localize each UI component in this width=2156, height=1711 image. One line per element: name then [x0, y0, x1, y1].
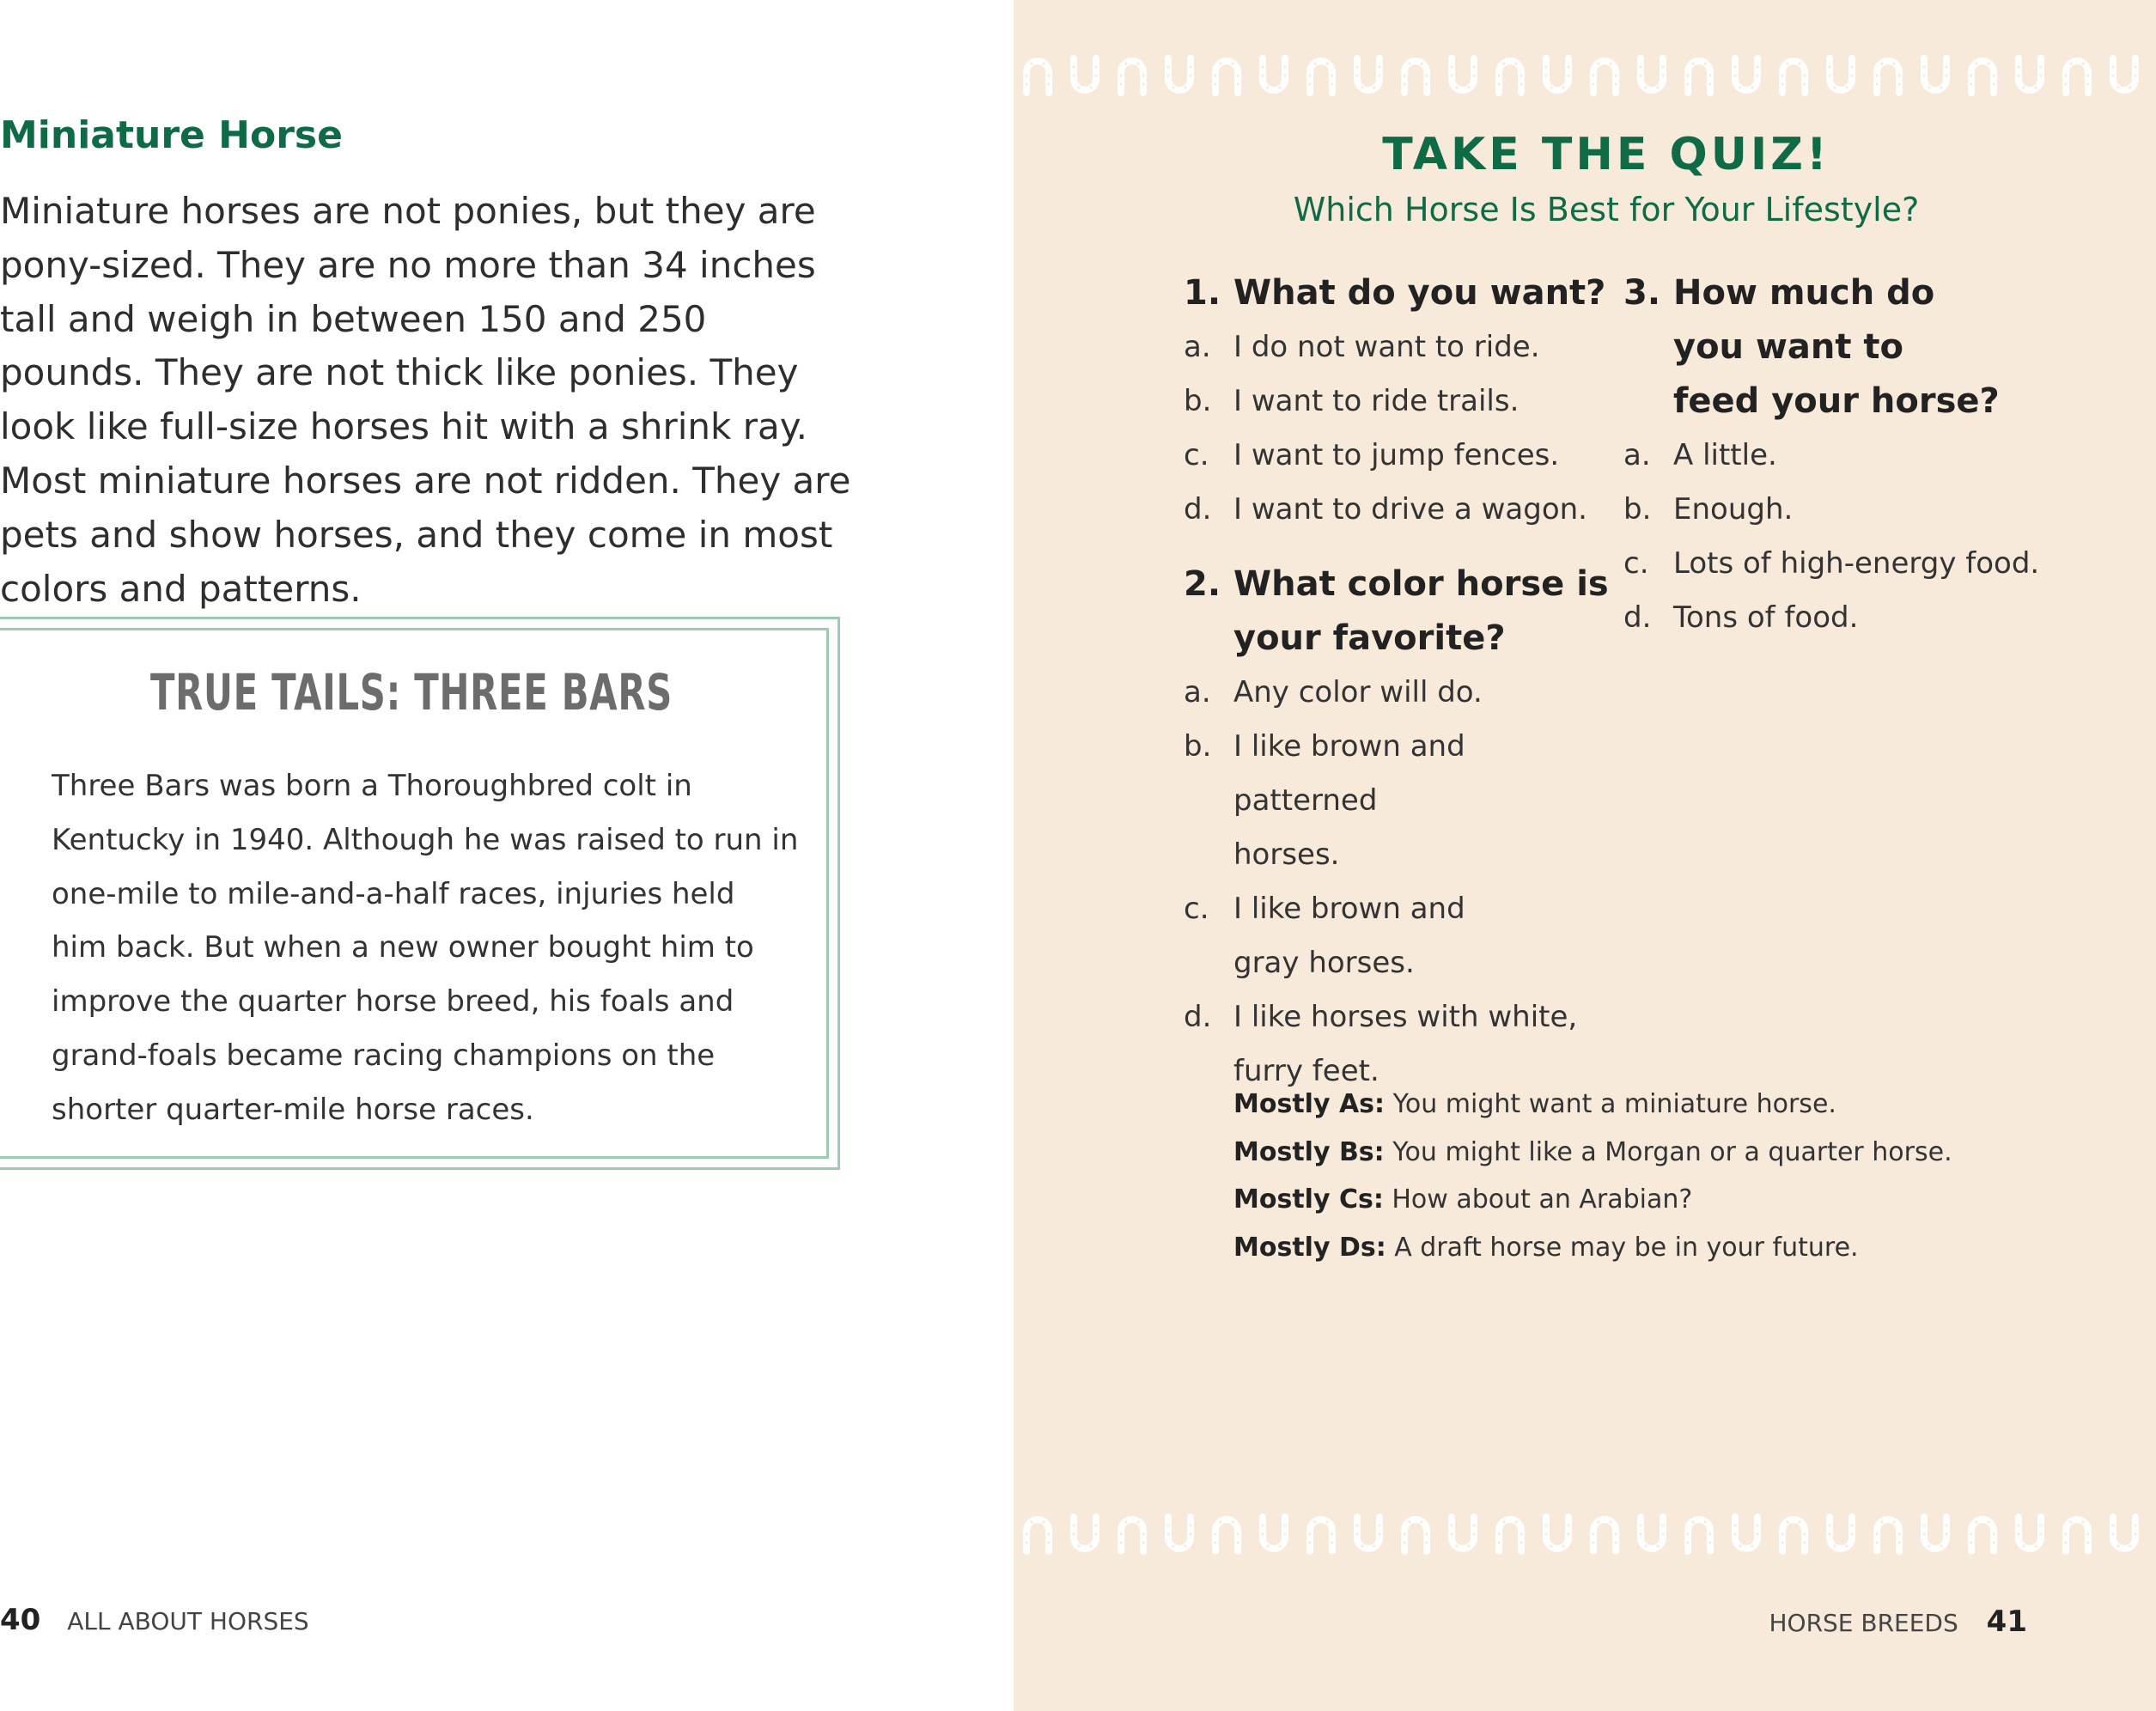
option-text: Lots of high-energy food. [1673, 546, 2040, 581]
horseshoe-border-top [1020, 55, 2154, 96]
horseshoe-icon [1257, 1513, 1291, 1555]
answer-option [1623, 591, 2104, 645]
option-letter: a. [1184, 330, 1211, 364]
horseshoe-icon [1162, 55, 1197, 96]
result-text: You might like a Morgan or a quarter horse. [1392, 1136, 1952, 1167]
question-number: 2. [1184, 564, 1221, 604]
horseshoe-icon [2013, 55, 2047, 96]
running-title: ALL ABOUT HORSES [67, 1607, 309, 1635]
result-label: Mostly As: [1233, 1089, 1386, 1119]
horseshoe-icon [1729, 55, 1763, 96]
option-text: I want to jump fences. [1233, 438, 1560, 472]
true-tails-sidebar [0, 617, 840, 1170]
horseshoe-icon [2060, 55, 2094, 96]
horseshoe-icon [1020, 55, 1055, 96]
horseshoe-icon [1162, 1513, 1197, 1555]
answer-option [1184, 320, 1630, 374]
option-text: Enough. [1673, 492, 1794, 527]
result-text: You might want a miniature horse. [1392, 1089, 1836, 1119]
option-letter: b. [1623, 492, 1652, 527]
answer-option [1623, 429, 2104, 483]
option-letter: b. [1184, 729, 1212, 764]
option-letter: d. [1623, 600, 1652, 635]
result-line [1233, 1129, 1952, 1177]
horseshoe-icon [2013, 1513, 2047, 1555]
horseshoe-icon [1115, 55, 1149, 96]
horseshoe-icon [1068, 55, 1102, 96]
horseshoe-icon [1351, 1513, 1386, 1555]
horseshoe-icon [2107, 1513, 2141, 1555]
quiz-results [1233, 1081, 1952, 1271]
horseshoe-icon [1635, 1513, 1669, 1555]
sidebar-title: TRUE TAILS: THREE BARS [149, 663, 673, 722]
horseshoe-icon [1587, 1513, 1622, 1555]
question-text: How much do you want to feed your horse? [1673, 273, 2000, 421]
horseshoe-icon [1540, 1513, 1574, 1555]
answer-option [1184, 666, 1630, 720]
question-heading [1623, 266, 2104, 429]
answer-option [1184, 374, 1630, 429]
horseshoe-icon [1115, 1513, 1149, 1555]
quiz-subtitle: Which Horse Is Best for Your Lifestyle? [1293, 191, 1920, 228]
horseshoe-icon [1209, 1513, 1244, 1555]
option-text: Tons of food. [1673, 600, 1859, 635]
horseshoe-icon [1068, 1513, 1102, 1555]
option-text: I want to ride trails. [1233, 384, 1520, 418]
result-line [1233, 1224, 1952, 1272]
question-heading [1184, 557, 1630, 666]
horseshoe-icon [1918, 1513, 1952, 1555]
right-footer [1769, 1604, 2027, 1639]
option-text: I like brown and patterned horses. [1233, 729, 1465, 872]
horseshoe-icon [1257, 55, 1291, 96]
option-letter: b. [1184, 384, 1212, 418]
horseshoe-icon [1635, 55, 1669, 96]
horseshoe-icon [1729, 1513, 1763, 1555]
answer-option [1184, 429, 1630, 483]
result-label: Mostly Cs: [1233, 1184, 1384, 1215]
body-paragraph: Miniature horses are not ponies, but they are pony-sized. They are no more than 34 inches tall and weigh in between 150 and 250 pounds. They are not thick like ponies. They look like full-size horses hit with a shrink ray. Most miniature horses are not ridden. They are pets and show horses, and they come in most colors and patterns. [0, 190, 851, 610]
option-text: I do not want to ride. [1233, 330, 1540, 364]
result-text: A draft horse may be in your future. [1394, 1232, 1859, 1263]
left-page [0, 0, 1014, 1711]
horseshoe-icon [1398, 1513, 1433, 1555]
option-letter: c. [1184, 892, 1209, 926]
horseshoe-icon [1824, 1513, 1858, 1555]
result-text: How about an Arabian? [1392, 1184, 1693, 1215]
answer-option [1623, 483, 2104, 537]
option-text: I like horses with white, furry feet. [1233, 1000, 1578, 1088]
horseshoe-icon [1493, 55, 1527, 96]
horseshoe-icon [2060, 1513, 2094, 1555]
answer-option [1184, 882, 1630, 990]
option-letter: d. [1184, 1000, 1212, 1034]
option-letter: d. [1184, 492, 1212, 527]
section-heading: Miniature Horse [0, 113, 343, 157]
horseshoe-icon [1446, 1513, 1480, 1555]
horseshoe-icon [1209, 55, 1244, 96]
result-line [1233, 1081, 1952, 1129]
horseshoe-border-bottom [1020, 1513, 2154, 1555]
option-letter: c. [1623, 546, 1649, 581]
horseshoe-icon [1918, 55, 1952, 96]
horseshoe-icon [2107, 55, 2141, 96]
horseshoe-icon [1871, 1513, 1905, 1555]
sidebar-body: Three Bars was born a Thoroughbred colt in Kentucky in 1940. Although he was raised to run in one-mile to mile-and-a-half races, injuries held him back. But when a new owner bought him to improve the quarter horse breed, his foals and grand-foals became racing champions on the shorter quarter-mile horse races. [52, 769, 799, 1127]
question-text: What do you want? [1233, 273, 1606, 313]
result-line [1233, 1176, 1952, 1224]
question-number: 1. [1184, 273, 1221, 313]
horseshoe-icon [1587, 55, 1622, 96]
question-number: 3. [1623, 273, 1661, 313]
answer-option [1184, 720, 1630, 882]
left-footer [0, 1603, 309, 1637]
horseshoe-icon [1540, 55, 1574, 96]
sidebar-inner-frame [0, 628, 829, 1159]
question-text: What color horse is your favorite? [1233, 564, 1609, 658]
horseshoe-icon [1304, 55, 1338, 96]
horseshoe-icon [1446, 55, 1480, 96]
running-title: HORSE BREEDS [1769, 1609, 1958, 1637]
answer-option [1184, 483, 1630, 537]
option-letter: a. [1623, 438, 1651, 472]
spacer [1184, 537, 1630, 557]
question-heading [1184, 266, 1630, 320]
page-number: 40 [0, 1603, 41, 1637]
result-label: Mostly Bs: [1233, 1136, 1385, 1167]
horseshoe-icon [1824, 55, 1858, 96]
horseshoe-icon [1776, 1513, 1811, 1555]
quiz-column-left [1184, 266, 1630, 1099]
horseshoe-icon [1351, 55, 1386, 96]
quiz-column-right [1623, 266, 2104, 645]
answer-option [1623, 537, 2104, 591]
option-text: A little. [1673, 438, 1777, 472]
option-text: I want to drive a wagon. [1233, 492, 1587, 527]
horseshoe-icon [1682, 55, 1716, 96]
horseshoe-icon [1682, 1513, 1716, 1555]
quiz-title: TAKE THE QUIZ! [1382, 129, 1830, 180]
horseshoe-icon [1493, 1513, 1527, 1555]
horseshoe-icon [1398, 55, 1433, 96]
horseshoe-icon [1965, 55, 2000, 96]
option-letter: a. [1184, 675, 1211, 709]
option-text: I like brown and gray horses. [1233, 892, 1465, 980]
page-number: 41 [1986, 1604, 2027, 1639]
option-letter: c. [1184, 438, 1209, 472]
horseshoe-icon [1965, 1513, 2000, 1555]
horseshoe-icon [1020, 1513, 1055, 1555]
quiz-panel [1014, 0, 2156, 1711]
result-label: Mostly Ds: [1233, 1232, 1386, 1263]
option-text: Any color will do. [1233, 675, 1483, 709]
horseshoe-icon [1871, 55, 1905, 96]
horseshoe-icon [1776, 55, 1811, 96]
horseshoe-icon [1304, 1513, 1338, 1555]
